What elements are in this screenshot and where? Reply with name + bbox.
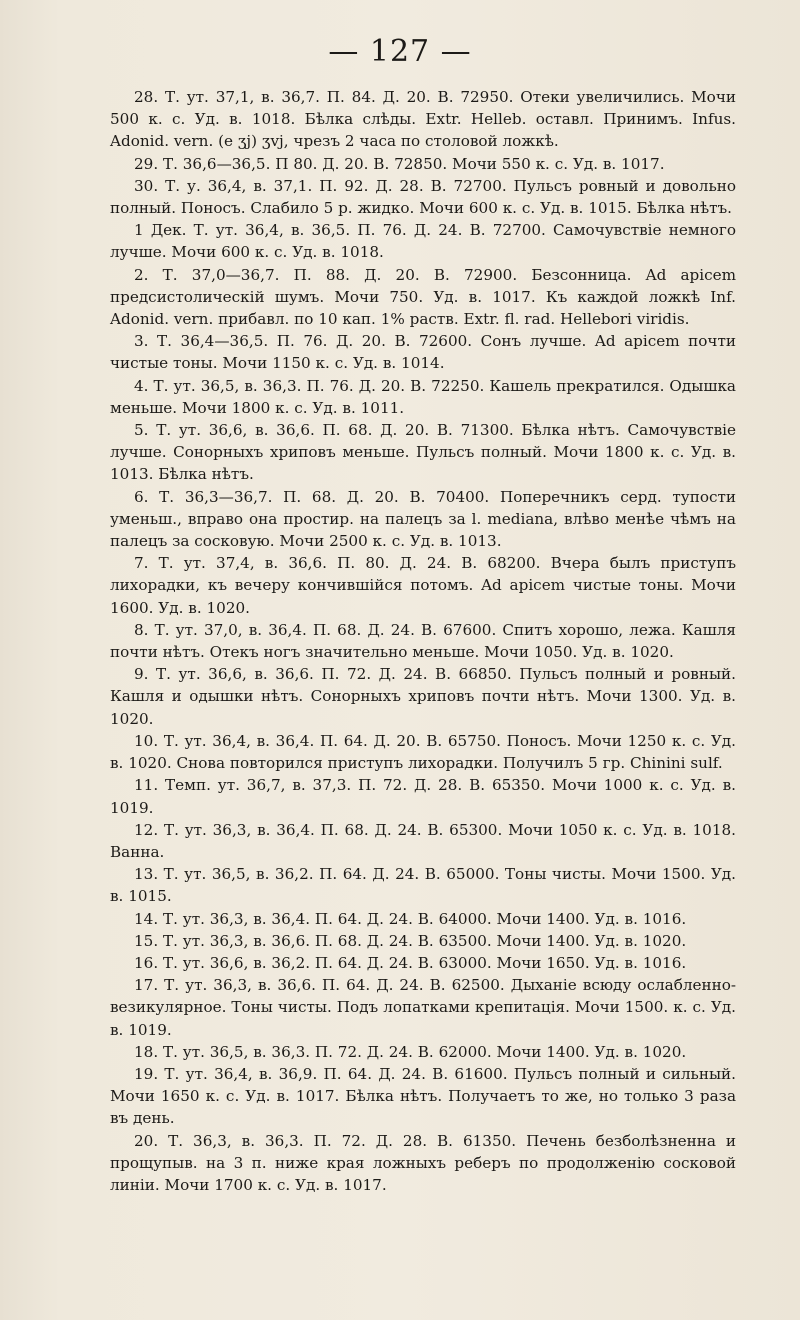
entry-18: 18. Т. ут. 36,5, в. 36,3. П. 72. Д. 24. В. 62000. Мочи 1400. Уд. в. 1020. (134, 1042, 687, 1061)
entry-19: 19. Т. ут. 36,4, в. 36,9. П. 64. Д. 24. В. 61600. Пульсъ полный и сильный. Мочи 1650 к. с. Уд. в. 1017. Бѣлка нѣтъ. Получаетъ то же, но только 3 раза въ день. (110, 1064, 736, 1128)
entry-dec-1: 1 Дек. Т. ут. 36,4, в. 36,5. П. 76. Д. 24. В. 72700. Самочувствіе немного лучше. Мочи 600 к. с. Уд. в. 1018. (110, 221, 736, 262)
entry-15: 15. Т. ут. 36,3, в. 36,6. П. 68. Д. 24. В. 63500. Мочи 1400. Уд. в. 1020. (134, 931, 687, 950)
entry-5: 5. Т. ут. 36,6, в. 36,6. П. 68. Д. 20. В. 71300. Бѣлка нѣтъ. Самочувствіе лучше. Сонорныхъ хриповъ меньше. Пульсъ полный. Мочи 1800 к. с. Уд. в. 1013. Бѣлка нѣтъ. (110, 421, 736, 484)
entry-20: 20. Т. 36,3, в. 36,3. П. 72. Д. 28. В. 61350. Печень безболѣзненна и прощупыв. на 3 п. ниже края ложныхъ реберъ по продолженію сосковой линіи. Мочи 1700 к. с. Уд. в. 1017. (110, 1131, 736, 1194)
entry-11: 11. Темп. ут. 36,7, в. 37,3. П. 72. Д. 28. В. 65350. Мочи 1000 к. с. Уд. в. 1019. (110, 776, 736, 817)
entry-7: 7. Т. ут. 37,4, в. 36,6. П. 80. Д. 24. В. 68200. Вчера былъ приступъ лихорадки, къ вечеру кончившійся потомъ. Ad apicem чистые тоны. Мочи 1600. Уд. в. 1020. (110, 554, 736, 617)
entry-28: 28. Т. ут. 37,1, в. 36,7. П. 84. Д. 20. В. 72950. Отеки увеличились. Мочи 500 к. с. Уд. в. 1018. Бѣлка слѣды. Extr. Helleb. оставл. Принимъ. Infus. Adonid. vern. (e ʒj) ʒvj, чрезъ 2 часа по столовой ложкѣ. (110, 88, 736, 151)
entry-9: 9. Т. ут. 36,6, в. 36,6. П. 72. Д. 24. В. 66850. Пульсъ полный и ровный. Кашля и одышки нѣтъ. Сонорныхъ хриповъ почти нѣтъ. Мочи 1300. Уд. в. 1020. (110, 665, 736, 728)
entry-29: 29. Т. 36,6—36,5. П 80. Д. 20. В. 72850. Мочи 550 к. с. Уд. в. 1017. (134, 154, 665, 173)
entry-6: 6. Т. 36,3—36,7. П. 68. Д. 20. В. 70400. Поперечникъ серд. тупости уменьш., вправо она простир. на палецъ за l. mediana, влѣво менѣе чѣмъ на палецъ за сосковую. Мочи 2500 к. с. Уд. в. 1013. (110, 487, 736, 551)
entry-8: 8. Т. ут. 37,0, в. 36,4. П. 68. Д. 24. В. 67600. Спитъ хорошо, лежа. Кашля почти нѣтъ. Отекъ ногъ значительно меньше. Мочи 1050. Уд. в. 1020. (110, 620, 736, 662)
entry-30: 30. Т. у. 36,4, в. 37,1. П. 92. Д. 28. В. 72700. Пульсъ ровный и довольно полный. Поносъ. Слабило 5 р. жидко. Мочи 600 к. с. Уд. в. 1015. Бѣлка нѣтъ. (110, 176, 736, 218)
entry-12: 12. Т. ут. 36,3, в. 36,4. П. 68. Д. 24. В. 65300. Мочи 1050 к. с. Уд. в. 1018. Ванна. (110, 820, 736, 861)
entry-16: 16. Т. ут. 36,6, в. 36,2. П. 64. Д. 24. В. 63000. Мочи 1650. Уд. в. 1016. (134, 953, 687, 972)
entry-17: 17. Т. ут. 36,3, в. 36,6. П. 64. Д. 24. В. 62500. Дыханіе всюду ослабленно-везикулярное. Тоны чисты. Подъ лопатками крепитація. Мочи 1500. к. с. Уд. в. 1019. (110, 976, 736, 1039)
clinical-record-entries (110, 86, 736, 1196)
entry-14: 14. Т. ут. 36,3, в. 36,4. П. 64. Д. 24. В. 64000. Мочи 1400. Уд. в. 1016. (134, 909, 687, 928)
entry-13: 13. Т. ут. 36,5, в. 36,2. П. 64. Д. 24. В. 65000. Тоны чисты. Мочи 1500. Уд. в. 1015. (110, 865, 736, 906)
entry-2: 2. Т. 37,0—36,7. П. 88. Д. 20. В. 72900. Безсонница. Ad apicem предсистолическій шумъ. Мочи 750. Уд. в. 1017. Къ каждой ложкѣ Inf. Adonid. vern. прибавл. по 10 кап. 1% раств. Extr. fl. rad. Hellebori viridis. (110, 265, 736, 329)
entry-4: 4. Т. ут. 36,5, в. 36,3. П. 76. Д. 20. В. 72250. Кашель прекратился. Одышка меньше. Мочи 1800 к. с. Уд. в. 1011. (110, 376, 736, 417)
entry-10: 10. Т. ут. 36,4, в. 36,4. П. 64. Д. 20. В. 65750. Поносъ. Мочи 1250 к. с. Уд. в. 1020. Снова повторился приступъ лихорадки. Получилъ 5 гр. Chinini sulf. (110, 731, 736, 773)
page-number: — 127 — (328, 34, 472, 69)
entry-3: 3. Т. 36,4—36,5. П. 76. Д. 20. В. 72600. Сонъ лучше. Ad apicem почти чистые тоны. Мочи 1150 к. с. Уд. в. 1014. (110, 332, 736, 373)
